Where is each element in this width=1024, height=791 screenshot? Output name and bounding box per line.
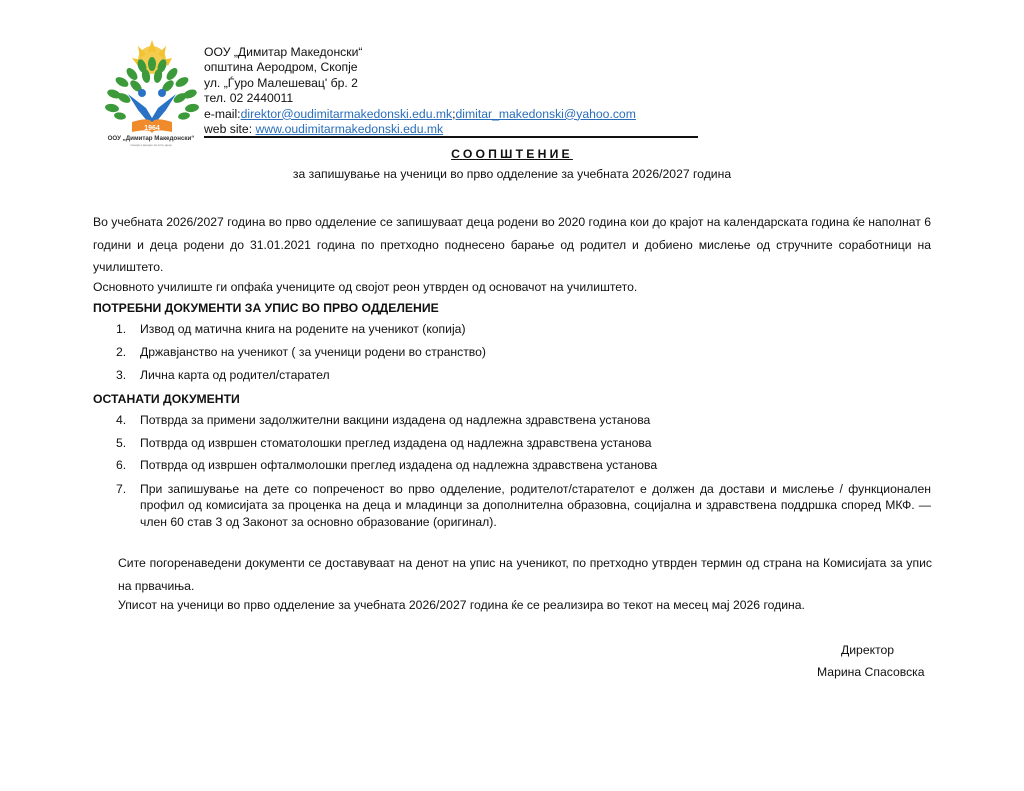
list-item-text: Потврда за примени задолжителни вакцини издадена од надлежна здравствена установа bbox=[140, 413, 651, 427]
header-divider bbox=[204, 136, 698, 138]
list-item-text: Лична карта од родител/старател bbox=[140, 368, 330, 382]
school-municipality: општина Аеродром, Скопје bbox=[204, 60, 358, 75]
list-item-number: 4. bbox=[116, 413, 127, 427]
paragraph-submission: Сите погоренаведени документи се доставуваат на денот на упис на ученикот, по претходно утврден термин од страна на Комисијата за упис на првачиња. bbox=[118, 556, 932, 593]
email-separator: ; bbox=[452, 106, 456, 121]
list-item bbox=[116, 458, 931, 481]
section-heading-required-documents: ПОТРЕБНИ ДОКУМЕНТИ ЗА УПИС ВО ПРВО ОДДЕЛЕНИЕ bbox=[93, 301, 439, 315]
school-email-line bbox=[204, 107, 636, 122]
school-header bbox=[204, 45, 636, 137]
school-address: ул. „Ѓуро Малешевац' бр. 2 bbox=[204, 75, 358, 90]
paragraph-enrollment-date: Уписот на ученици во прво одделение за учебната 2026/2027 година ќе се реализира во текот на месец мај 2026 година. bbox=[118, 598, 805, 612]
list-item-number: 6. bbox=[116, 458, 127, 472]
list-item bbox=[116, 481, 931, 531]
school-name: ООУ „Димитар Македонски“ bbox=[204, 45, 363, 59]
website-link[interactable]: www.oudimitarmakedonski.edu.mk bbox=[255, 122, 444, 137]
list-item bbox=[116, 322, 931, 345]
list-item-number: 1. bbox=[116, 322, 127, 336]
email-link-director[interactable]: direktor@oudimitarmakedonski.edu.mk bbox=[240, 106, 453, 121]
document-subtitle: за запишување на ученици во прво одделение за учебната 2026/2027 година bbox=[292, 167, 732, 181]
school-phone: тел. 02 2440011 bbox=[204, 91, 294, 106]
website-label: web site: bbox=[204, 122, 256, 137]
list-item-text: Извод од матична книга на родените на ученикот (копија) bbox=[140, 322, 466, 336]
paragraph-eligibility: Во учебната 2026/2027 година во прво одделение се запишуваат деца родени во 2020 година кои до крајот на календарската година ќе наполнат 6 години и деца родени до 31.01.2021 година по претходно поднесено барање од родител и добиено мислење од стручните соработници на училиштето. bbox=[93, 215, 931, 274]
tree-logo-icon bbox=[96, 38, 206, 148]
logo-tagline: Секоја е вредно за сите деца bbox=[130, 143, 172, 147]
list-item-number: 2. bbox=[116, 345, 127, 359]
list-item-text: Потврда од извршен стоматолошки преглед издадена од надлежна здравствена установа bbox=[140, 435, 652, 450]
school-logo bbox=[96, 38, 206, 148]
section-heading-other-documents: ОСТАНАТИ ДОКУМЕНТИ bbox=[93, 392, 240, 406]
list-item-number: 5. bbox=[116, 435, 127, 450]
document-title: СООПШТЕНИЕ bbox=[451, 147, 573, 161]
paragraph-coverage: Основното училиште ги опфаќа учениците од својот реон утврден од основачот на училиштето. bbox=[93, 280, 638, 294]
signature-role: Директор bbox=[841, 643, 895, 657]
email-link-yahoo[interactable]: dimitar_makedonski@yahoo.com bbox=[455, 106, 636, 121]
logo-school-name: ООУ „Димитар Македонски“ bbox=[107, 135, 195, 142]
people-icon bbox=[128, 89, 176, 122]
list-item bbox=[116, 345, 931, 368]
email-label: e-mail: bbox=[204, 106, 241, 121]
leaves-icon bbox=[104, 57, 199, 120]
list-item-text: Потврда од извршен офталмолошки преглед издадена од надлежна здравствена установа bbox=[140, 458, 658, 472]
list-item-text: При запишување на дете со попреченост во прво одделение, родителот/старателот е должен да достави и мислење / функционален профил од комисијата за проценка на деца и младинци за дополнителна образовна, социјална и здравствена поддршка според МКФ. — член 60 став 3 од Законот за основно образование (оригинал). bbox=[140, 481, 931, 529]
list-item-number: 3. bbox=[116, 368, 127, 382]
other-documents-list bbox=[116, 413, 931, 530]
required-documents-list bbox=[116, 322, 931, 391]
list-item bbox=[116, 368, 931, 391]
logo-year: 1964 bbox=[144, 125, 160, 132]
list-item bbox=[116, 413, 931, 436]
list-item-text: Државјанство на ученикот ( за ученици родени во странство) bbox=[140, 345, 486, 359]
list-item bbox=[116, 436, 931, 459]
signature-name: Марина Спасовска bbox=[817, 665, 925, 679]
list-item-number: 7. bbox=[116, 481, 127, 496]
